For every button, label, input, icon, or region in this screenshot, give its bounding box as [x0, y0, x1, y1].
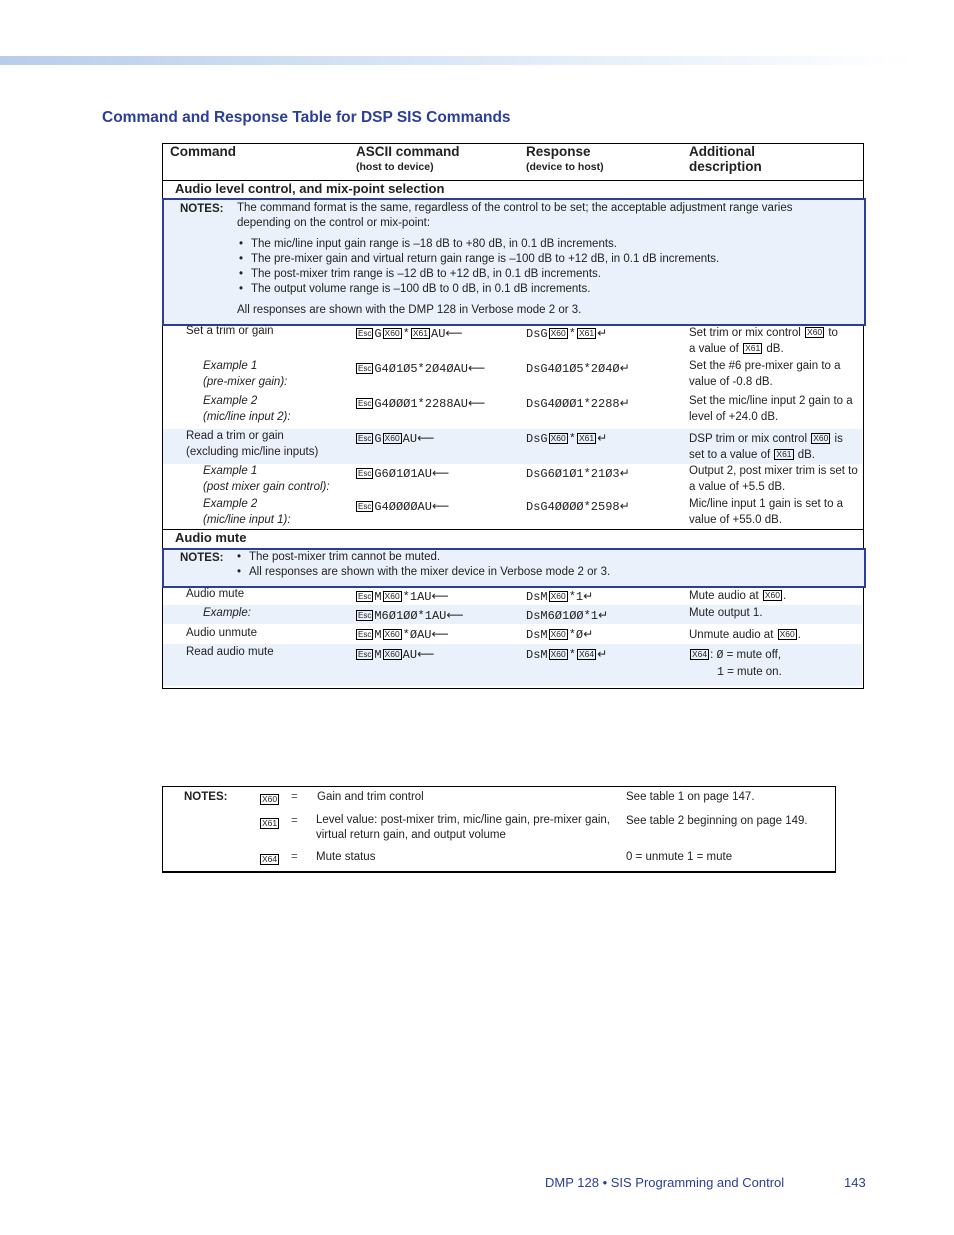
example-sublabel: (post mixer gain control):	[203, 481, 330, 493]
example-response: DsG4Ø1Ø5*2Ø4Ø↵	[526, 361, 630, 376]
legend-text: Mute status	[316, 851, 376, 863]
notes-label: NOTES:	[180, 203, 224, 215]
example-desc: Set the #6 pre-mixer gain to a value of -0.8 dB.	[689, 360, 841, 388]
x60-variable: X60	[384, 629, 400, 639]
esc-key-icon: Esc	[358, 630, 372, 639]
list-item: • The post-mixer trim cannot be muted.	[235, 550, 835, 565]
list-item: • The output volume range is –100 dB to 0 dB, in 0.1 dB increments.	[237, 282, 837, 297]
return-icon: ↵	[583, 627, 594, 641]
example-response: DsG4ØØØ1*2288↵	[526, 396, 630, 411]
esc-key-icon: Esc	[358, 650, 372, 659]
legend-text: Gain and trim control	[317, 791, 424, 803]
x61-variable: X61	[262, 818, 278, 828]
x60-variable: X60	[384, 433, 400, 443]
footer-text: DMP 128 • SIS Programming and Control	[545, 1175, 785, 1190]
row-read-mute-response: DsM X60 * X64 ↵	[526, 647, 608, 662]
x61-variable: X61	[745, 343, 761, 353]
divider	[162, 529, 864, 530]
carriage-return-icon: ⟵	[431, 466, 450, 480]
header-ascii-sub: (host to device)	[356, 161, 434, 173]
esc-key-icon: Esc	[358, 329, 372, 338]
x64-variable: X64	[692, 649, 708, 659]
row-read-mute-label: Read audio mute	[186, 646, 274, 658]
row-read-trim-desc: DSP trim or mix control X60 is set to a value of X61 dB.	[689, 433, 843, 461]
example-desc: Mic/line input 1 gain is set to a value of +55.0 dB.	[689, 498, 844, 526]
legend-ref: 0 = unmute 1 = mute	[626, 851, 733, 863]
carriage-return-icon: ⟵	[446, 608, 464, 622]
row-set-trim-label: Set a trim or gain	[186, 325, 274, 337]
x60-variable: X60	[764, 590, 781, 600]
page-number: 143	[844, 1175, 866, 1190]
carriage-return-icon: ⟵	[417, 647, 435, 661]
row-set-trim-ascii: Esc G X60 * X61 AU⟵	[358, 326, 463, 341]
example-ascii: Esc G4ØØØØAU⟵	[358, 499, 450, 514]
carriage-return-icon: ⟵	[431, 627, 449, 641]
example-label: Example 1	[203, 465, 258, 477]
esc-key-icon: Esc	[358, 364, 372, 373]
return-icon: ↵	[619, 499, 630, 513]
carriage-return-icon: ⟵	[417, 431, 435, 445]
example-ascii: Esc M6Ø1ØØ*1AU⟵	[358, 608, 464, 623]
header-additional: Additional	[689, 144, 755, 159]
row-read-trim-response: DsG X60 * X61 ↵	[526, 431, 608, 446]
example-ascii: Esc G4ØØØ1*2288AU⟵	[358, 396, 486, 411]
x64-variable: X64	[578, 649, 595, 659]
example-desc: Output 2, post mixer trim is set to a value of +5.5 dB.	[689, 465, 858, 493]
return-icon: ↵	[619, 396, 630, 410]
row-read-trim-label: Read a trim or gain	[186, 430, 284, 442]
example-sublabel: (pre-mixer gain):	[203, 376, 288, 388]
row-audio-mute-ascii: Esc M X60 *1AU⟵	[358, 589, 449, 604]
x60-variable: X60	[384, 591, 400, 601]
row-audio-mute-response: DsM X60 *1↵	[526, 589, 594, 604]
section-title-level: Audio level control, and mix-point selection	[175, 181, 445, 196]
header-response-sub: (device to host)	[526, 161, 604, 173]
return-icon: ↵	[619, 466, 630, 480]
example-label: Example 2	[203, 395, 258, 407]
example-response: DsG4ØØØØ*2598↵	[526, 499, 630, 514]
header-command: Command	[170, 144, 237, 159]
legend-label: NOTES:	[184, 791, 228, 803]
x60-variable: X60	[384, 649, 400, 659]
equals-sign: =	[291, 791, 298, 803]
example-desc: Set the mic/line input 2 gain to a level of +24.0 dB.	[689, 395, 853, 423]
row-unmute-ascii: Esc M X60 *ØAU⟵	[358, 627, 449, 642]
esc-key-icon: Esc	[358, 611, 372, 620]
example-sublabel: (mic/line input 1):	[203, 514, 291, 526]
notes-bullets	[237, 237, 837, 297]
list-item: • The post-mixer trim range is –12 dB to +12 dB, in 0.1 dB increments.	[237, 267, 837, 282]
esc-key-icon: Esc	[358, 469, 372, 478]
equals-sign: =	[291, 815, 298, 827]
legend-ref: See table 1 on page 147.	[626, 791, 755, 803]
row-read-mute-ascii: Esc M X60 AU⟵	[358, 647, 435, 662]
row-unmute-response: DsM X60 *Ø↵	[526, 627, 594, 642]
return-icon: ↵	[597, 647, 608, 661]
carriage-return-icon: ⟵	[445, 326, 463, 340]
row-audio-mute-label: Audio mute	[186, 588, 245, 600]
notes-intro: The command format is the same, regardless of the control to be set; the acceptable adjustment range varies depending on the control or mix-point:	[237, 202, 793, 229]
row-read-trim-ascii: Esc G X60 AU⟵	[358, 431, 435, 446]
x60-variable: X60	[550, 591, 566, 601]
notes-bullets	[235, 550, 835, 580]
example-ascii: Esc G6Ø1Ø1AU⟵	[358, 466, 450, 481]
example-sublabel: (mic/line input 2):	[203, 411, 291, 423]
page-title: Command and Response Table for DSP SIS Commands	[102, 109, 511, 126]
example-label: Example:	[203, 607, 251, 619]
esc-key-icon: Esc	[358, 399, 372, 408]
carriage-return-icon: ⟵	[467, 396, 486, 410]
example-response: DsM6Ø1ØØ*1↵	[526, 608, 609, 623]
list-item: • All responses are shown with the mixer device in Verbose mode 2 or 3.	[235, 565, 835, 580]
header-description: description	[689, 159, 762, 174]
equals-sign: =	[291, 851, 298, 863]
row-read-mute-desc: X64 : Ø = mute off, 1 = mute on.	[692, 649, 782, 679]
notes-footer: All responses are shown with the DMP 128 in Verbose mode 2 or 3.	[237, 304, 582, 316]
legend-text: Level value: post-mixer trim, mic/line gain, pre-mixer gain, virtual return gain, and output volume	[316, 814, 610, 841]
esc-key-icon: Esc	[358, 434, 372, 443]
x61-variable: X61	[412, 328, 428, 338]
x60-variable: X60	[550, 649, 566, 659]
x60-variable: X60	[807, 327, 823, 337]
x60-variable: X60	[813, 433, 829, 443]
example-ascii: Esc G4Ø1Ø5*2Ø4ØAU⟵	[358, 361, 486, 376]
x60-variable: X60	[550, 328, 566, 338]
x64-variable: X64	[262, 854, 278, 864]
esc-key-icon: Esc	[358, 502, 372, 511]
x61-variable: X61	[578, 433, 595, 443]
top-gradient-bar	[0, 56, 915, 65]
example-response: DsG6Ø1Ø1*21Ø3↵	[526, 466, 630, 481]
return-icon: ↵	[598, 608, 609, 622]
row-unmute-label: Audio unmute	[186, 627, 257, 639]
return-icon: ↵	[597, 431, 608, 445]
example-label: Example 1	[203, 360, 258, 372]
return-icon: ↵	[619, 361, 630, 375]
return-icon: ↵	[583, 589, 594, 603]
esc-key-icon: Esc	[358, 592, 372, 601]
x60-variable: X60	[550, 433, 566, 443]
x60-variable: X60	[262, 794, 278, 804]
x61-variable: X61	[578, 328, 595, 338]
example-desc: Mute output 1.	[689, 607, 763, 619]
carriage-return-icon: ⟵	[431, 589, 449, 603]
list-item: • The pre-mixer gain and virtual return gain range is –100 dB to +12 dB, in 0.1 dB increments.	[237, 252, 837, 267]
header-response: Response	[526, 144, 591, 159]
row-set-trim-desc: Set trim or mix control X60 to a value of X61 dB.	[689, 327, 838, 355]
row-unmute-desc: Unmute audio at X60 .	[689, 629, 801, 641]
row-audio-mute-desc: Mute audio at X60 .	[689, 590, 787, 602]
example-label: Example 2	[203, 498, 258, 510]
legend-ref: See table 2 beginning on page 149.	[626, 815, 808, 827]
x60-variable: X60	[550, 629, 566, 639]
row-set-trim-response: DsG X60 * X61 ↵	[526, 326, 608, 341]
list-item: • The mic/line input gain range is –18 dB to +80 dB, in 0.1 dB increments.	[237, 237, 837, 252]
x60-variable: X60	[384, 328, 400, 338]
notes-label: NOTES:	[180, 552, 224, 564]
x60-variable: X60	[779, 629, 795, 639]
section-title-mute: Audio mute	[175, 530, 247, 545]
carriage-return-icon: ⟵	[467, 361, 486, 375]
row-read-trim-sublabel: (excluding mic/line inputs)	[186, 446, 319, 458]
return-icon: ↵	[597, 326, 608, 340]
carriage-return-icon: ⟵	[431, 499, 450, 513]
x61-variable: X61	[776, 449, 792, 459]
header-ascii: ASCII command	[356, 144, 460, 159]
